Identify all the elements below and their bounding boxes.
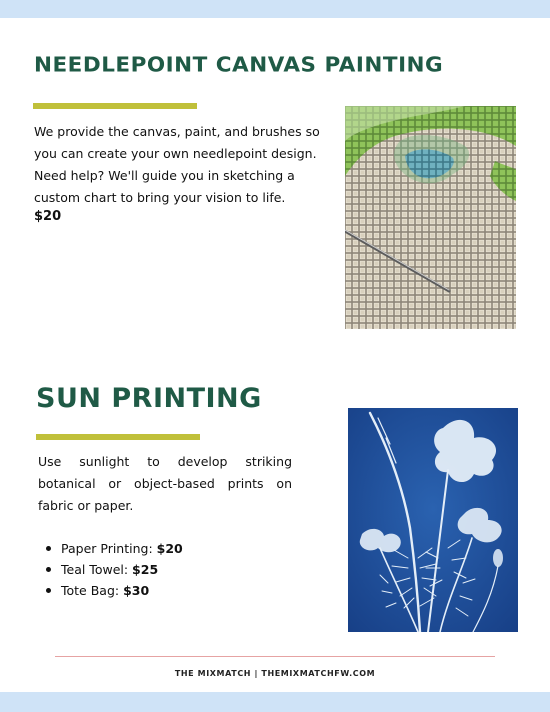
list-item <box>44 559 183 580</box>
list-item-label: Paper Printing: <box>61 541 157 556</box>
list-item-price: $30 <box>123 583 150 598</box>
list-item <box>44 538 183 559</box>
footer-text: THE MIXMATCH | THEMIXMATCHFW.COM <box>174 669 376 678</box>
list-item <box>44 580 183 601</box>
needlepoint-heading: NEEDLEPOINT CANVAS PAINTING <box>34 53 444 78</box>
list-item-price: $25 <box>132 562 159 577</box>
cyanotype-flower-photo <box>348 408 518 632</box>
needlepoint-description: We provide the canvas, paint, and brushes so you can create your own needlepoint design. Need help? We'll guide you in sketching a custom chart to bring your vision to life. <box>34 124 320 205</box>
needlepoint-canvas-photo <box>345 106 516 329</box>
needlepoint-price: $20 <box>34 209 62 224</box>
sun-printing-accent-rule <box>36 434 200 440</box>
list-item-label: Teal Towel: <box>61 562 133 577</box>
sun-printing-description: Use sunlight to develop striking botanical or object-based prints on fabric or paper. <box>38 454 292 513</box>
top-band <box>0 0 550 18</box>
needlepoint-accent-rule <box>33 103 197 109</box>
list-item-price: $20 <box>156 541 183 556</box>
sun-printing-price-list <box>44 538 183 601</box>
bottom-band <box>0 692 550 712</box>
sun-printing-heading: SUN PRINTING <box>36 383 262 414</box>
list-item-label: Tote Bag: <box>61 583 124 598</box>
footer-divider <box>55 656 495 657</box>
